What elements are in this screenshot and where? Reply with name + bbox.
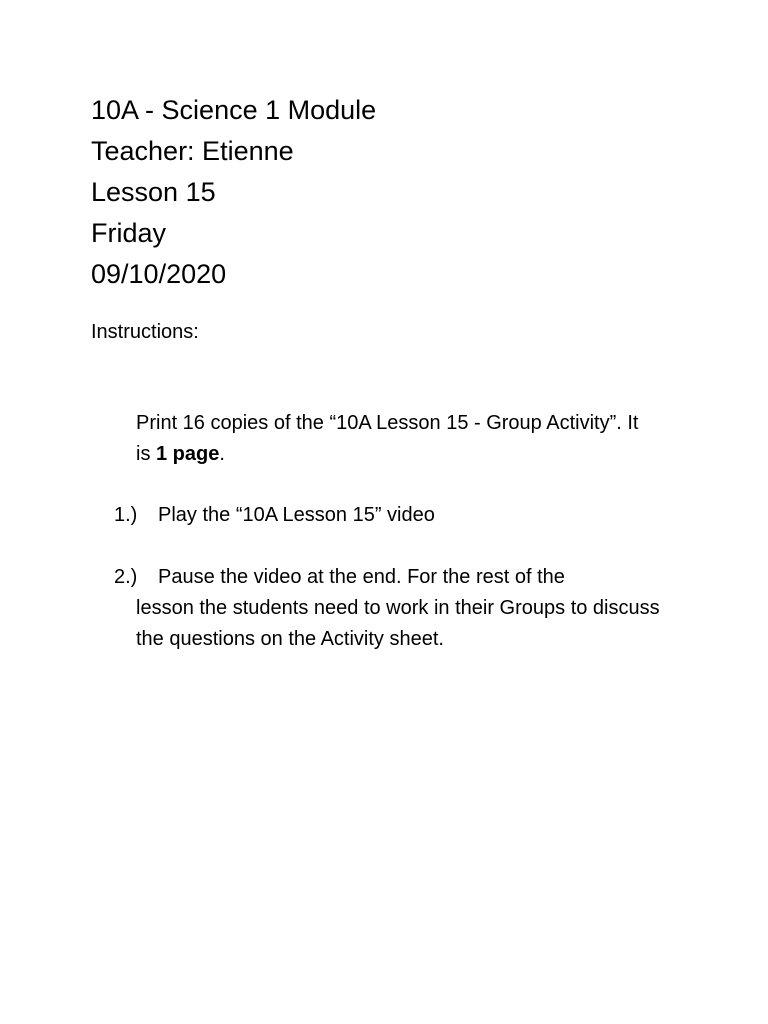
print-note-end: .: [219, 443, 225, 465]
instructions-heading: Instructions:: [91, 321, 199, 343]
module-title: 10A - Science 1 Module: [91, 95, 377, 125]
lesson-day: Friday: [91, 218, 167, 248]
teacher-name: Teacher: Etienne: [91, 136, 294, 166]
step-1: [114, 500, 435, 531]
step-2-text: Pause the video at the end. For the rest of the: [158, 566, 565, 588]
step-2-continuation: lesson the students need to work in their Groups to discuss the questions on the Activity sheet.: [136, 597, 660, 650]
step-1-text: Play the “10A Lesson 15” video: [158, 504, 435, 526]
step-1-number: 1.): [114, 504, 138, 526]
print-note: [136, 408, 656, 470]
lesson-number: Lesson 15: [91, 177, 216, 207]
print-note-bold: 1 page: [156, 443, 220, 465]
lesson-date: 09/10/2020: [91, 259, 227, 289]
step-2-number: 2.): [114, 566, 138, 588]
document-header: [91, 90, 376, 295]
step-2: [114, 562, 674, 655]
print-note-text: Print 16 copies of the “10A Lesson 15 - Group Activity”. It is: [136, 412, 639, 465]
